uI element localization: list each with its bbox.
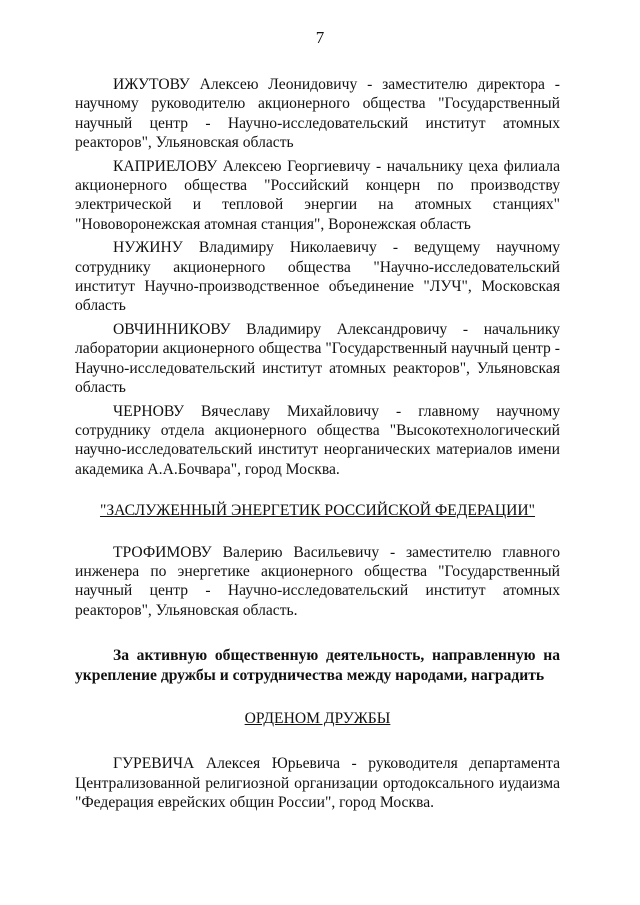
award-recipient-paragraph: ЧЕРНОВУ Вячеславу Михайловичу - главному научному сотруднику отдела акционерного общества "Высокотехнологический научно-исследовательский институт неорганических материалов имени академика А.А.Бочвара", город Москва. xyxy=(75,402,560,478)
award-title-honored-energy-worker: "ЗАСЛУЖЕННЫЙ ЭНЕРГЕТИК РОССИЙСКОЙ ФЕДЕРАЦИИ" xyxy=(99,502,536,520)
decree-statement: За активную общественную деятельность, направленную на укрепление дружбы и сотрудничества между народами, наградить xyxy=(75,647,560,684)
award-recipient-paragraph: ИЖУТОВУ Алексею Леонидовичу - заместителю директора - научному руководителю акционерного общества "Государственный научный центр - Научно-исследовательский институт атомных реакторов", Ульяновская область xyxy=(75,76,560,152)
document-body xyxy=(75,75,560,813)
award-recipient-paragraph: КАПРИЕЛОВУ Алексею Георгиевичу - начальнику цеха филиала акционерного общества "Российский концерн по производству электрической и тепловой энергии на атомных станциях" "Нововоронежская атомная станция", Воронежская область xyxy=(75,157,560,233)
page-number: 7 xyxy=(315,28,325,47)
award-recipient-paragraph: ТРОФИМОВУ Валерию Васильевичу - заместителю главного инженера по энергетике акционерного общества "Государственный научный центр - Научно-исследовательский институт атомных реакторов", Ульяновская область. xyxy=(75,543,560,619)
award-recipient-paragraph: НУЖИНУ Владимиру Николаевичу - ведущему научному сотруднику акционерного общества "Научно-исследовательский институт Научно-производственное объединение "ЛУЧ", Московская область xyxy=(75,239,560,315)
award-recipient-paragraph: ГУРЕВИЧА Алексея Юрьевича - руководителя департамента Централизованной религиозной организации ортодоксального иудаизма "Федерация еврейских общин России", город Москва. xyxy=(75,755,560,812)
award-title-order-of-friendship: ОРДЕНОМ ДРУЖБЫ xyxy=(244,709,391,727)
award-recipient-paragraph: ОВЧИННИКОВУ Владимиру Александровичу - начальнику лаборатории акционерного общества "Государственный научный центр - Научно-исследовательский институт атомных реакторов", Ульяновская область xyxy=(75,320,560,397)
